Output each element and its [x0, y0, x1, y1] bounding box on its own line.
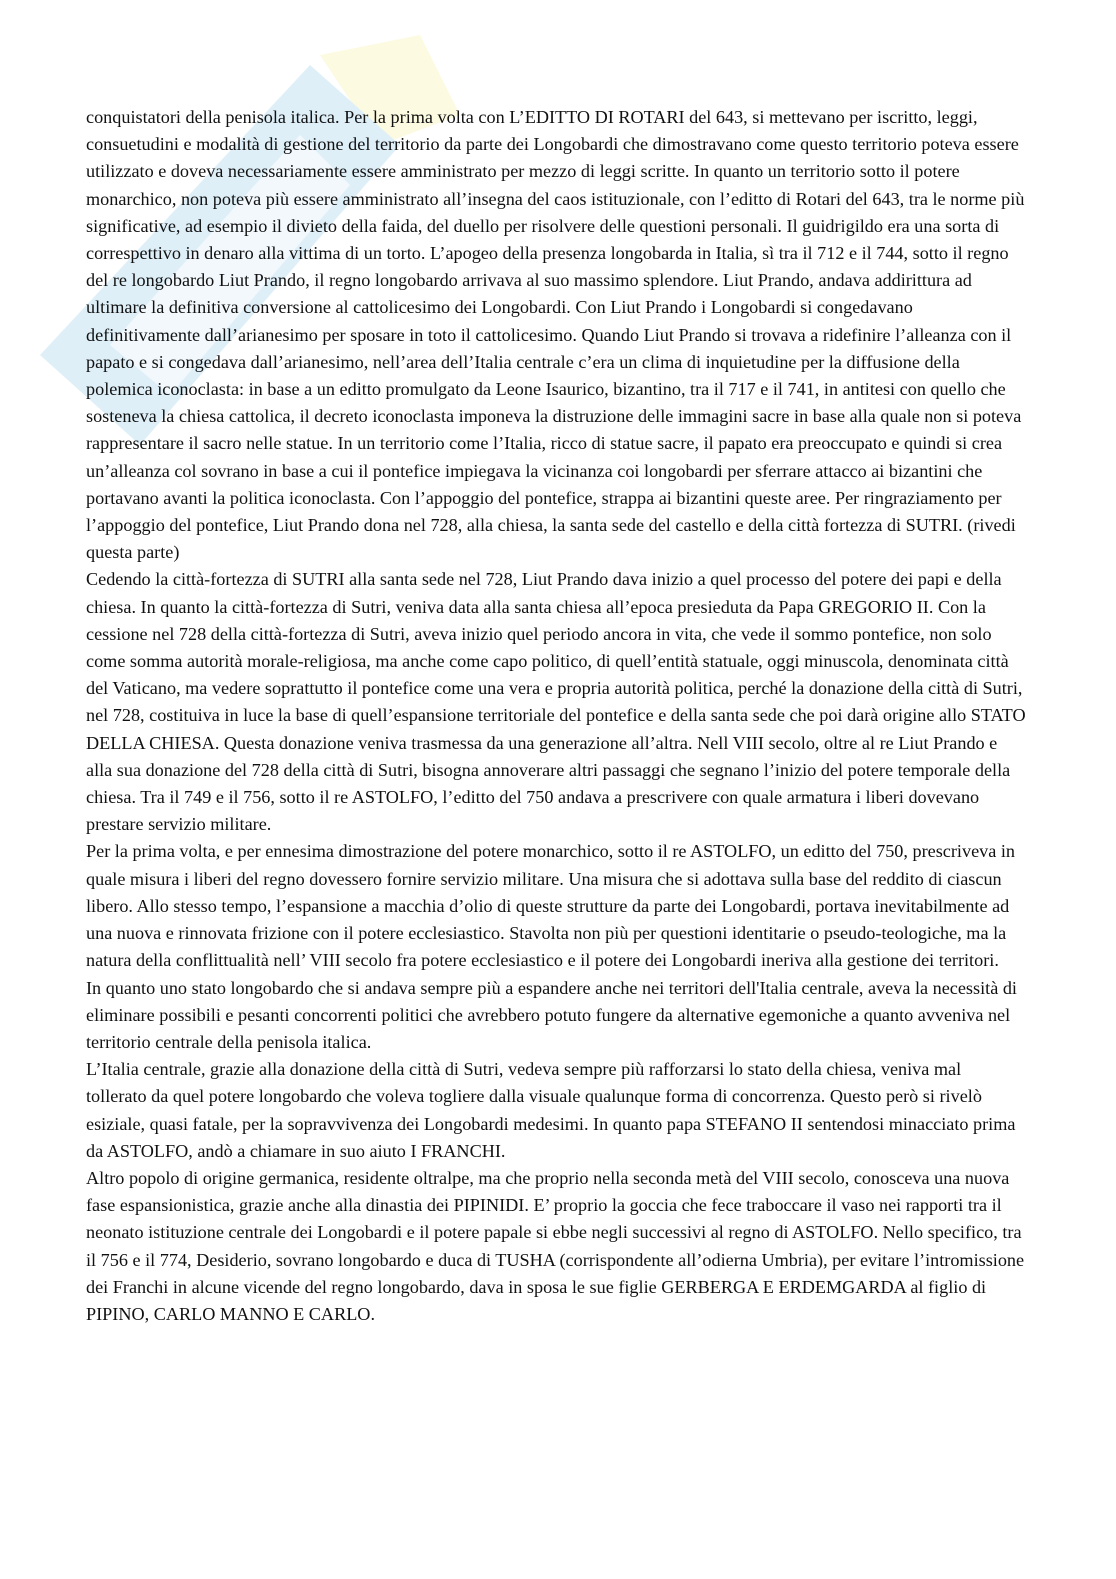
paragraph-4: In quanto uno stato longobardo che si andava sempre più a espandere anche nei territori dell'Italia centrale, aveva la necessità di eliminare possibili e pesanti concorrenti politici che avrebbero potuto fungere da alternative egemoniche a quanto avveniva nel territorio centrale della penisola italica. [86, 977, 1017, 1052]
paragraph-2: Cedendo la città-fortezza di SUTRI alla santa sede nel 728, Liut Prando dava inizio a quel processo del potere dei papi e della chiesa. In quanto la città-fortezza di Sutri, veniva data alla santa chiesa all’epoca presieduta da Papa GREGORIO II. Con la cessione nel 728 della città-fortezza di Sutri, aveva inizio quel periodo ancora in vita, che vede il sommo pontefice, non solo come somma autorità morale-religiosa, ma anche come capo politico, di quell’entità statuale, oggi minuscola, denominata città del Vaticano, ma vedere soprattutto il pontefice come una vera e propria autorità politica, perché la donazione della città di Sutri, nel 728, costituiva in luce la base di quell’espansione territoriale del pontefice e della santa sede che poi darà origine allo STATO DELLA CHIESA. Questa donazione veniva trasmessa da una generazione all’altra. Nell VIII secolo, oltre al re Liut Prando e alla sua donazione del 728 della città di Sutri, bisogna annoverare altri passaggi che segnano l’inizio del potere temporale della chiesa. Tra il 749 e il 756, sotto il re ASTOLFO, l’editto del 750 andava a prescrivere con quale armatura i liberi dovevano prestare servizio militare. [86, 569, 1026, 835]
paragraph-1: conquistatori della penisola italica. Per la prima volta con L’EDITTO DI ROTARI del 643, si mettevano per iscritto, leggi, consuetudini e modalità di gestione del territorio da parte dei Longobardi che dimostravano come questo territorio poteva essere utilizzato e doveva necessariamente essere amministrato per mezzo di leggi scritte. In quanto un territorio sotto il potere monarchico, non poteva più essere amministrato all’insegna del caos istituzionale, con l’editto di Rotari del 643, tra le norme più significative, ad esempio il divieto della faida, del duello per risolvere delle questioni personali. Il guidrigildo era una sorta di correspettivo in denaro alla vittima di un torto. L’apogeo della presenza longobarda in Italia, sì tra il 712 e il 744, sotto il regno del re longobardo Liut Prando, il regno longobardo arrivava al suo massimo splendore. Liut Prando, andava addirittura ad ultimare la definitiva conversione al cattolicesimo dei Longobardi. Con Liut Prando i Longobardi si congedavano definitivamente dall’arianesimo per sposare in toto il cattolicesimo. Quando Liut Prando si trovava a ridefinire l’alleanza con il papato e si congedava dall’arianesimo, nell’area dell’Italia centrale c’era un clima di inquietudine per la diffusione della polemica iconoclasta: in base a un editto promulgato da Leone Isaurico, bizantino, tra il 717 e il 741, in antitesi con quello che sosteneva la chiesa cattolica, il decreto iconoclasta imponeva la distruzione delle immagini sacre in base alla quale non si poteva rappresentare il sacro nelle statue. In un territorio come l’Italia, ricco di statue sacre, il papato era preoccupato e quindi si crea un’alleanza col sovrano in base a cui il pontefice impiegava la vicinanza coi longobardi per sferrare attacco ai bizantini che portavano avanti la politica iconoclasta. Con l’appoggio del pontefice, strappa ai bizantini queste aree. Per ringraziamento per l’appoggio del pontefice, Liut Prando dona nel 728, alla chiesa, la santa sede del castello e della città fortezza di SUTRI. (rivedi questa parte) [86, 107, 1025, 563]
paragraph-5: L’Italia centrale, grazie alla donazione della città di Sutri, vedeva sempre più rafforzarsi lo stato della chiesa, veniva mal tollerato da quel potere longobardo che voleva togliere dalla visuale qualunque forma di concorrenza. Questo però si rivelò esiziale, quasi fatale, per la sopravvivenza dei Longobardi medesimi. In quanto papa STEFANO II sentendosi minacciato prima da ASTOLFO, andò a chiamare in suo aiuto I FRANCHI. [86, 1059, 1016, 1161]
paragraph-3: Per la prima volta, e per ennesima dimostrazione del potere monarchico, sotto il re ASTOLFO, un editto del 750, prescriveva in quale misura i liberi del regno dovessero fornire servizio militare. Una misura che si adottava sulla base del reddito di ciascun libero. Allo stesso tempo, l’espansione a macchia d’olio di queste strutture da parte dei Longobardi, portava inevitabilmente ad una nuova e rinnovata frizione con il potere ecclesiastico. Stavolta non più per questioni identitarie o pseudo-teologiche, ma la natura della conflittualità nell’ VIII secolo fra potere ecclesiastico e il potere dei Longobardi ineriva alla gestione dei territori. [86, 841, 1016, 971]
document-body [86, 104, 1026, 1328]
paragraph-6: Altro popolo di origine germanica, residente oltralpe, ma che proprio nella seconda metà del VIII secolo, conosceva una nuova fase espansionistica, grazie anche alla dinastia dei PIPINIDI. E’ proprio la goccia che fece traboccare il vaso nei rapporti tra il neonato istituzione centrale dei Longobardi e il potere papale si ebbe negli successivi al regno di ASTOLFO. Nello specifico, tra il 756 e il 774, Desiderio, sovrano longobardo e duca di TUSHA (corrispondente all’odierna Umbria), per evitare l’intromissione dei Franchi in alcune vicende del regno longobardo, dava in sposa le sue figlie GERBERGA E ERDEMGARDA al figlio di PIPINO, CARLO MANNO E CARLO. [86, 1167, 1025, 1324]
